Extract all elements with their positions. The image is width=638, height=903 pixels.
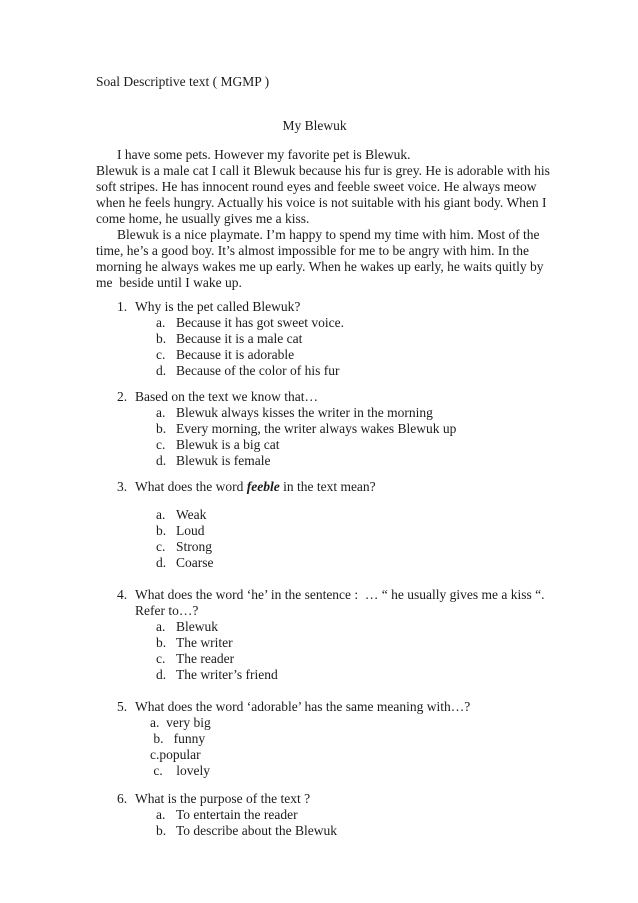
paragraph-line: come home, he usually gives me a kiss. [96, 211, 310, 226]
option-item: c. lovely [150, 763, 210, 778]
question-number: 6. [117, 791, 128, 806]
question-first-line [96, 791, 533, 807]
question-text-segment: What does the word [135, 479, 247, 494]
option-marker: a. [156, 405, 166, 420]
question-item [96, 299, 533, 379]
question-text-segment: Based on the text we know that… [135, 389, 318, 404]
option-text: Because of the color of his fur [176, 363, 340, 378]
questions-list [96, 299, 545, 839]
option-marker: c. [156, 539, 166, 554]
option-text: Because it has got sweet voice. [176, 315, 344, 330]
paragraph-line: morning he always wakes me up early. When he wakes up early, he waits quitly by [96, 259, 544, 274]
option-item [156, 619, 533, 635]
option-text: Every morning, the writer always wakes Blewuk up [176, 421, 457, 436]
option-marker: a. [156, 315, 166, 330]
option-item [156, 539, 533, 555]
question-text [135, 587, 545, 603]
question-first-line [96, 587, 545, 603]
option-item [156, 421, 533, 437]
option-marker: c. [156, 651, 166, 666]
option-item [156, 523, 533, 539]
option-item [156, 635, 533, 651]
paragraph-line: I have some pets. However my favorite pet is Blewuk. [117, 147, 411, 162]
question-text [135, 389, 318, 405]
doc-subject-line: Soal Descriptive text ( MGMP ) [96, 74, 270, 89]
option-marker: d. [156, 667, 167, 682]
question-item [96, 389, 533, 469]
question-text-segment: in the text mean? [279, 479, 376, 494]
option-marker: d. [156, 363, 167, 378]
question-text-segment: feeble [246, 479, 280, 494]
option-item [156, 507, 533, 523]
option-item [156, 807, 533, 823]
option-text: Blewuk is female [176, 453, 271, 468]
question-first-line [96, 299, 533, 315]
question-text-segment: What is the purpose of the text ? [135, 791, 311, 806]
paragraph-line: Blewuk is a nice playmate. I’m happy to spend my time with him. Most of the [117, 227, 540, 242]
option-item [156, 347, 533, 363]
question-text-segment: Refer to…? [135, 603, 199, 618]
question-first-line [96, 699, 533, 715]
option-marker: a. [156, 619, 166, 634]
option-item [156, 555, 533, 571]
option-marker: b. [156, 331, 167, 346]
option-text: Blewuk [176, 619, 218, 634]
option-marker: b. [156, 823, 167, 838]
option-item [156, 667, 533, 683]
option-marker: b. [156, 635, 167, 650]
question-text-segment: What does the word ‘adorable’ has the same meaning with…? [135, 699, 471, 714]
option-text: To entertain the reader [176, 807, 298, 822]
option-item [156, 331, 533, 347]
reading-paragraph-1 [96, 147, 550, 227]
option-item: c.popular [150, 747, 201, 762]
options-list [156, 507, 533, 571]
question-text [135, 299, 300, 315]
option-item [156, 437, 533, 453]
option-item [156, 453, 533, 469]
question-text [135, 699, 470, 715]
question-number: 1. [117, 299, 128, 314]
question-number: 2. [117, 389, 128, 404]
question-first-line [96, 389, 533, 405]
question-text-segment: Why is the pet called Blewuk? [135, 299, 301, 314]
option-text: The writer [176, 635, 233, 650]
question-item [96, 479, 533, 571]
option-marker: a. [156, 807, 166, 822]
paragraph-line: soft stripes. He has innocent round eyes and feeble sweet voice. He always meow [96, 179, 537, 194]
option-marker: d. [156, 555, 167, 570]
option-text: Blewuk is a big cat [176, 437, 280, 452]
option-item [156, 823, 533, 839]
option-text: To describe about the Blewuk [176, 823, 338, 838]
question-first-line [96, 479, 533, 495]
option-marker: c. [156, 347, 166, 362]
option-text: Because it is adorable [176, 347, 295, 362]
option-text: The writer’s friend [176, 667, 278, 682]
question-continuation-line [135, 603, 533, 619]
option-item: a. very big [150, 715, 211, 730]
doc-title: My Blewuk [282, 118, 347, 133]
question-item [96, 699, 533, 779]
options-list [156, 405, 533, 469]
option-item: b. funny [150, 731, 206, 746]
option-text: Because it is a male cat [176, 331, 303, 346]
option-marker: d. [156, 453, 167, 468]
option-marker: a. [156, 507, 166, 522]
paragraph-line: when he feels hungry. Actually his voice is not suitable with his giant body. When I [96, 195, 547, 210]
document-content [96, 74, 550, 839]
question-item [96, 587, 545, 683]
question-number: 4. [117, 587, 128, 602]
option-marker: b. [156, 523, 167, 538]
option-item [156, 315, 533, 331]
option-text: Coarse [176, 555, 214, 570]
option-text: Strong [176, 539, 213, 554]
option-item [156, 651, 533, 667]
question-item [96, 791, 533, 839]
options-list [150, 715, 533, 779]
option-marker: c. [156, 437, 166, 452]
question-text [135, 791, 310, 807]
question-number: 3. [117, 479, 128, 494]
options-list [156, 619, 533, 683]
options-list [156, 807, 533, 839]
paragraph-line: Blewuk is a male cat I call it Blewuk because his fur is grey. He is adorable with his [96, 163, 550, 178]
option-text: The reader [176, 651, 235, 666]
option-item [156, 363, 533, 379]
question-text-segment: What does the word ‘he’ in the sentence : … “ he usually gives me a kiss “. [135, 587, 545, 602]
option-marker: b. [156, 421, 167, 436]
paragraph-line: me beside until I wake up. [96, 275, 242, 290]
option-text: Blewuk always kisses the writer in the morning [176, 405, 433, 420]
question-number: 5. [117, 699, 128, 714]
option-text: Weak [176, 507, 207, 522]
options-list [156, 315, 533, 379]
option-text: Loud [176, 523, 205, 538]
reading-paragraph-2 [96, 227, 544, 291]
option-item [156, 405, 533, 421]
paragraph-line: time, he’s a good boy. It’s almost impossible for me to be angry with him. In the [96, 243, 529, 258]
question-text [135, 479, 376, 495]
